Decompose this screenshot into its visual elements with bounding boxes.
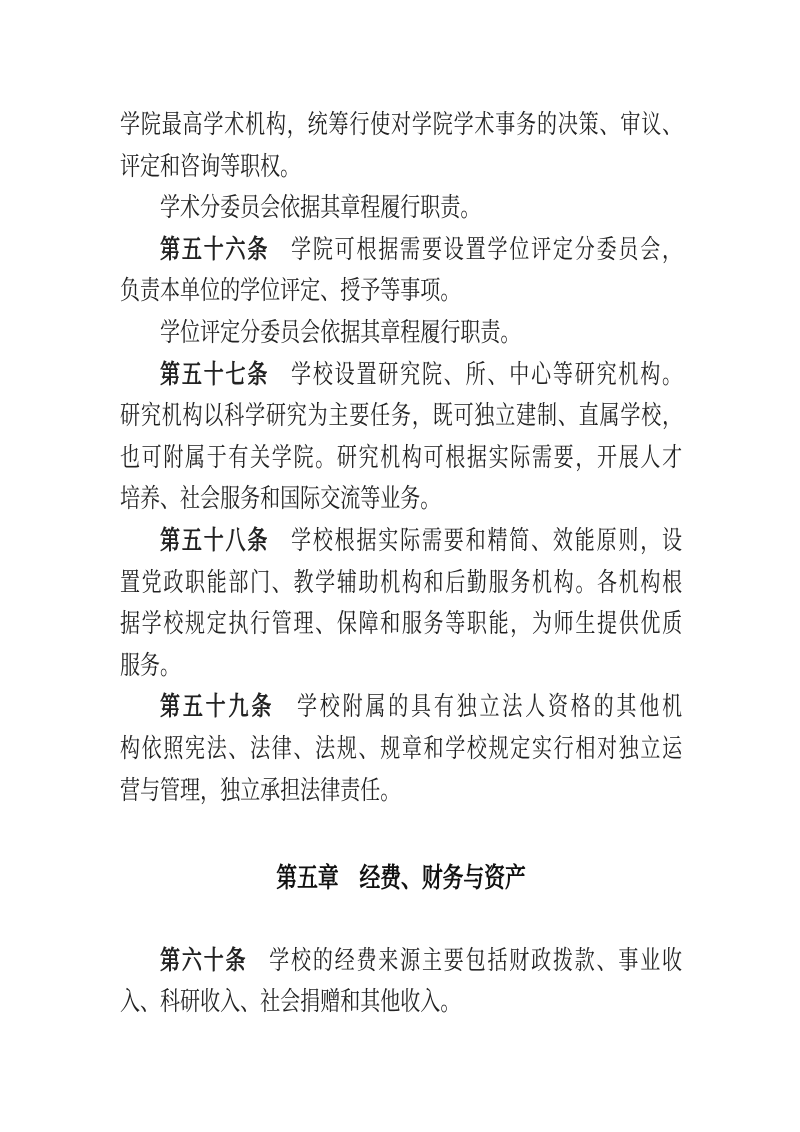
text-segment: 学院最高学术机构，统筹行使对学院学术事务的决策、审议、 bbox=[120, 110, 683, 139]
article-number: 第五十七条 bbox=[160, 359, 270, 389]
text-line bbox=[120, 187, 682, 229]
text-segment: 构依照宪法、法律、法规、规章和学校规定实行相对独立运 bbox=[120, 733, 683, 763]
text-line bbox=[120, 395, 682, 437]
article-number: 第五十九条 bbox=[160, 692, 275, 722]
text-segment: 学校附属的具有独立法人资格的其他机 bbox=[274, 692, 683, 722]
text-segment: 培养、社会服务和国际交流等业务。 bbox=[120, 484, 441, 514]
text-line bbox=[120, 312, 682, 354]
paragraph bbox=[120, 312, 682, 354]
paragraph bbox=[120, 686, 682, 811]
text-line bbox=[120, 437, 682, 479]
text-line bbox=[120, 603, 682, 645]
text-line bbox=[120, 520, 682, 562]
paragraph bbox=[120, 940, 682, 1023]
text-segment: 负责本单位的学位评定、授予等事项。 bbox=[120, 276, 461, 306]
paragraph bbox=[120, 229, 682, 312]
chapter-heading: 第五章 经费、财务与资产 bbox=[276, 863, 526, 894]
text-line bbox=[120, 270, 682, 312]
text-segment: 研究机构以科学研究为主要任务，既可独立建制、直属学校， bbox=[120, 401, 683, 431]
text-segment: 学术分委员会依据其章程履行职责。 bbox=[160, 193, 481, 223]
text-line bbox=[120, 478, 682, 520]
article-number: 第五十六条 bbox=[160, 234, 270, 264]
paragraph bbox=[120, 187, 682, 229]
text-line bbox=[120, 645, 682, 687]
text-line bbox=[120, 146, 682, 188]
text-line bbox=[120, 686, 682, 728]
text-line bbox=[120, 104, 682, 146]
paragraph bbox=[120, 520, 682, 686]
text-line bbox=[120, 562, 682, 604]
text-segment: 学校根据实际需要和精简、效能原则，设 bbox=[269, 525, 683, 555]
article-number: 第五十八条 bbox=[160, 525, 270, 555]
text-segment: 评定和咨询等职权。 bbox=[120, 151, 301, 181]
text-line bbox=[120, 981, 682, 1023]
text-segment: 服务。 bbox=[120, 650, 181, 680]
text-line bbox=[120, 354, 682, 396]
text-column bbox=[120, 104, 682, 1023]
article-number: 第六十条 bbox=[160, 945, 248, 975]
text-line bbox=[120, 940, 682, 982]
paragraph bbox=[120, 104, 682, 187]
text-segment: 营与管理，独立承担法律责任。 bbox=[120, 775, 401, 805]
text-segment: 学校设置研究院、所、中心等研究机构。 bbox=[269, 359, 683, 389]
paragraph bbox=[120, 354, 682, 520]
text-segment: 置党政职能部门、教学辅助机构和后勤服务机构。各机构根 bbox=[120, 567, 683, 597]
text-line bbox=[120, 770, 682, 812]
text-segment: 据学校规定执行管理、保障和服务等职能，为师生提供优质 bbox=[120, 609, 683, 639]
text-segment: 也可附属于有关学院。研究机构可根据实际需要，开展人才 bbox=[120, 442, 683, 472]
text-line bbox=[120, 229, 682, 271]
text-segment: 学校的经费来源主要包括财政拨款、事业收 bbox=[247, 945, 683, 975]
text-line bbox=[120, 728, 682, 770]
text-segment: 学位评定分委员会依据其章程履行职责。 bbox=[160, 317, 521, 347]
text-segment: 入、科研收入、社会捐赠和其他收入。 bbox=[120, 987, 461, 1017]
text-segment: 学院可根据需要设置学位评定分委员会， bbox=[269, 234, 683, 264]
